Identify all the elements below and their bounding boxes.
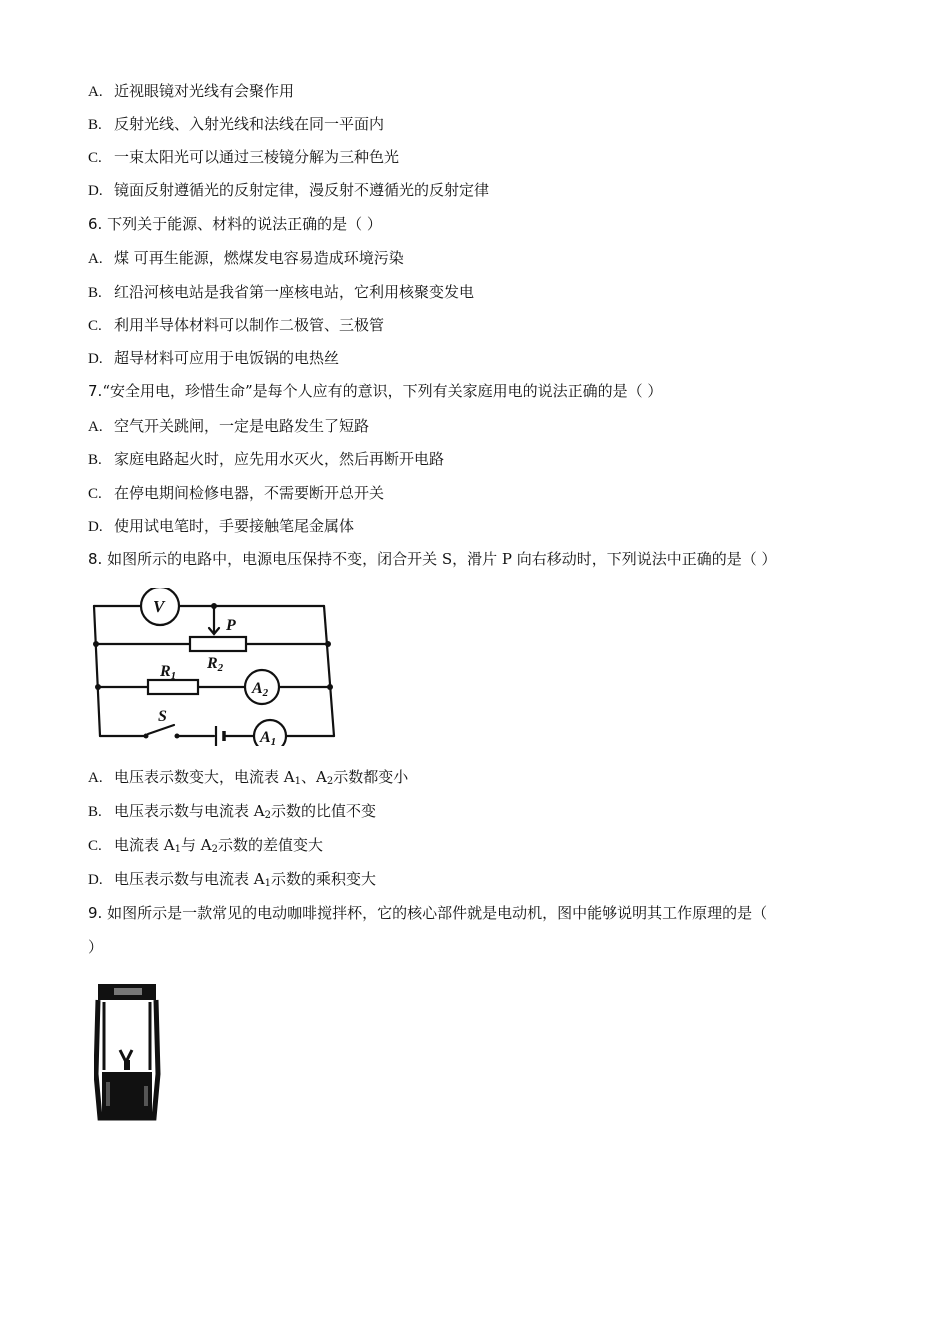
q8-stem: 8. 如图所示的电路中，电源电压保持不变，闭合开关 S，滑片 P 向右移动时，下列说法中正确的是（ ） [88,550,777,568]
q9-stem-tail: ） [88,938,104,956]
r2-label: R [207,655,218,672]
q7-option-b: B. 家庭电路起火时，应先用水灭火，然后再断开电路 [88,450,445,468]
q7-option-d: D. 使用试电笔时，手要接触笔尾金属体 [88,517,355,535]
q7-option-c: C. 在停电期间检修电器，不需要断开总开关 [88,484,385,502]
q5-option-d: D. 镜面反射遵循光的反射定律，漫反射不遵循光的反射定律 [88,181,490,199]
ammeter-a1-label: A [260,729,271,746]
q6-option-d: D. 超导材料可应用于电饭锅的电热丝 [88,349,340,367]
svg-text:A2: A2 [252,680,269,699]
q8-option-d: D. 电压表示数与电流表 $A_1$示数的乘积变大 [88,870,376,889]
q8-option-b: B. 电压表示数与电流表 $A_2$示数的比值不变 [88,802,376,821]
q7-option-a: A. 空气开关跳闸，一定是电路发生了短路 [88,417,370,435]
switch-label: S [158,708,167,725]
q5-option-b: B. 反射光线、入射光线和法线在同一平面内 [88,115,385,133]
voltmeter-label: V [153,597,165,616]
coffee-stirring-cup-image [94,982,162,1122]
q8-option-a: A. 电压表示数变大，电流表 $A_1$、$A_2$示数都变小 [88,768,409,787]
q6-stem: 6. 下列关于能源、材料的说法正确的是（ ） [88,215,382,233]
q6-option-a: A. 煤 可再生能源，燃煤发电容易造成环境污染 [88,249,404,267]
q6-option-b: B. 红沿河核电站是我省第一座核电站，它利用核聚变发电 [88,283,475,301]
q5-option-c: C. 一束太阳光可以通过三棱镜分解为三种色光 [88,148,400,166]
q5-option-a: A. 近视眼镜对光线有会聚作用 [88,82,295,100]
q6-option-c: C. 利用半导体材料可以制作二极管、三极管 [88,316,385,334]
svg-text:A1: A1 [260,729,277,746]
slider-label: P [226,617,236,634]
q8-circuit-diagram [86,588,346,746]
svg-text:R2: R2 [207,655,224,674]
ammeter-a2-label: A [252,680,263,697]
q7-stem: 7.“安全用电，珍惜生命”是每个人应有的意识，下列有关家庭用电的说法正确的是（ ） [88,382,663,400]
q9-stem: 9. 如图所示是一款常见的电动咖啡搅拌杯，它的核心部件就是电动机，图中能够说明其工作原理的是（ [88,904,768,922]
q8-option-c: C. 电流表 $A_1$与 $A_2$示数的差值变大 [88,836,323,855]
svg-text:R1: R1 [160,663,177,682]
r1-label: R [160,663,171,680]
